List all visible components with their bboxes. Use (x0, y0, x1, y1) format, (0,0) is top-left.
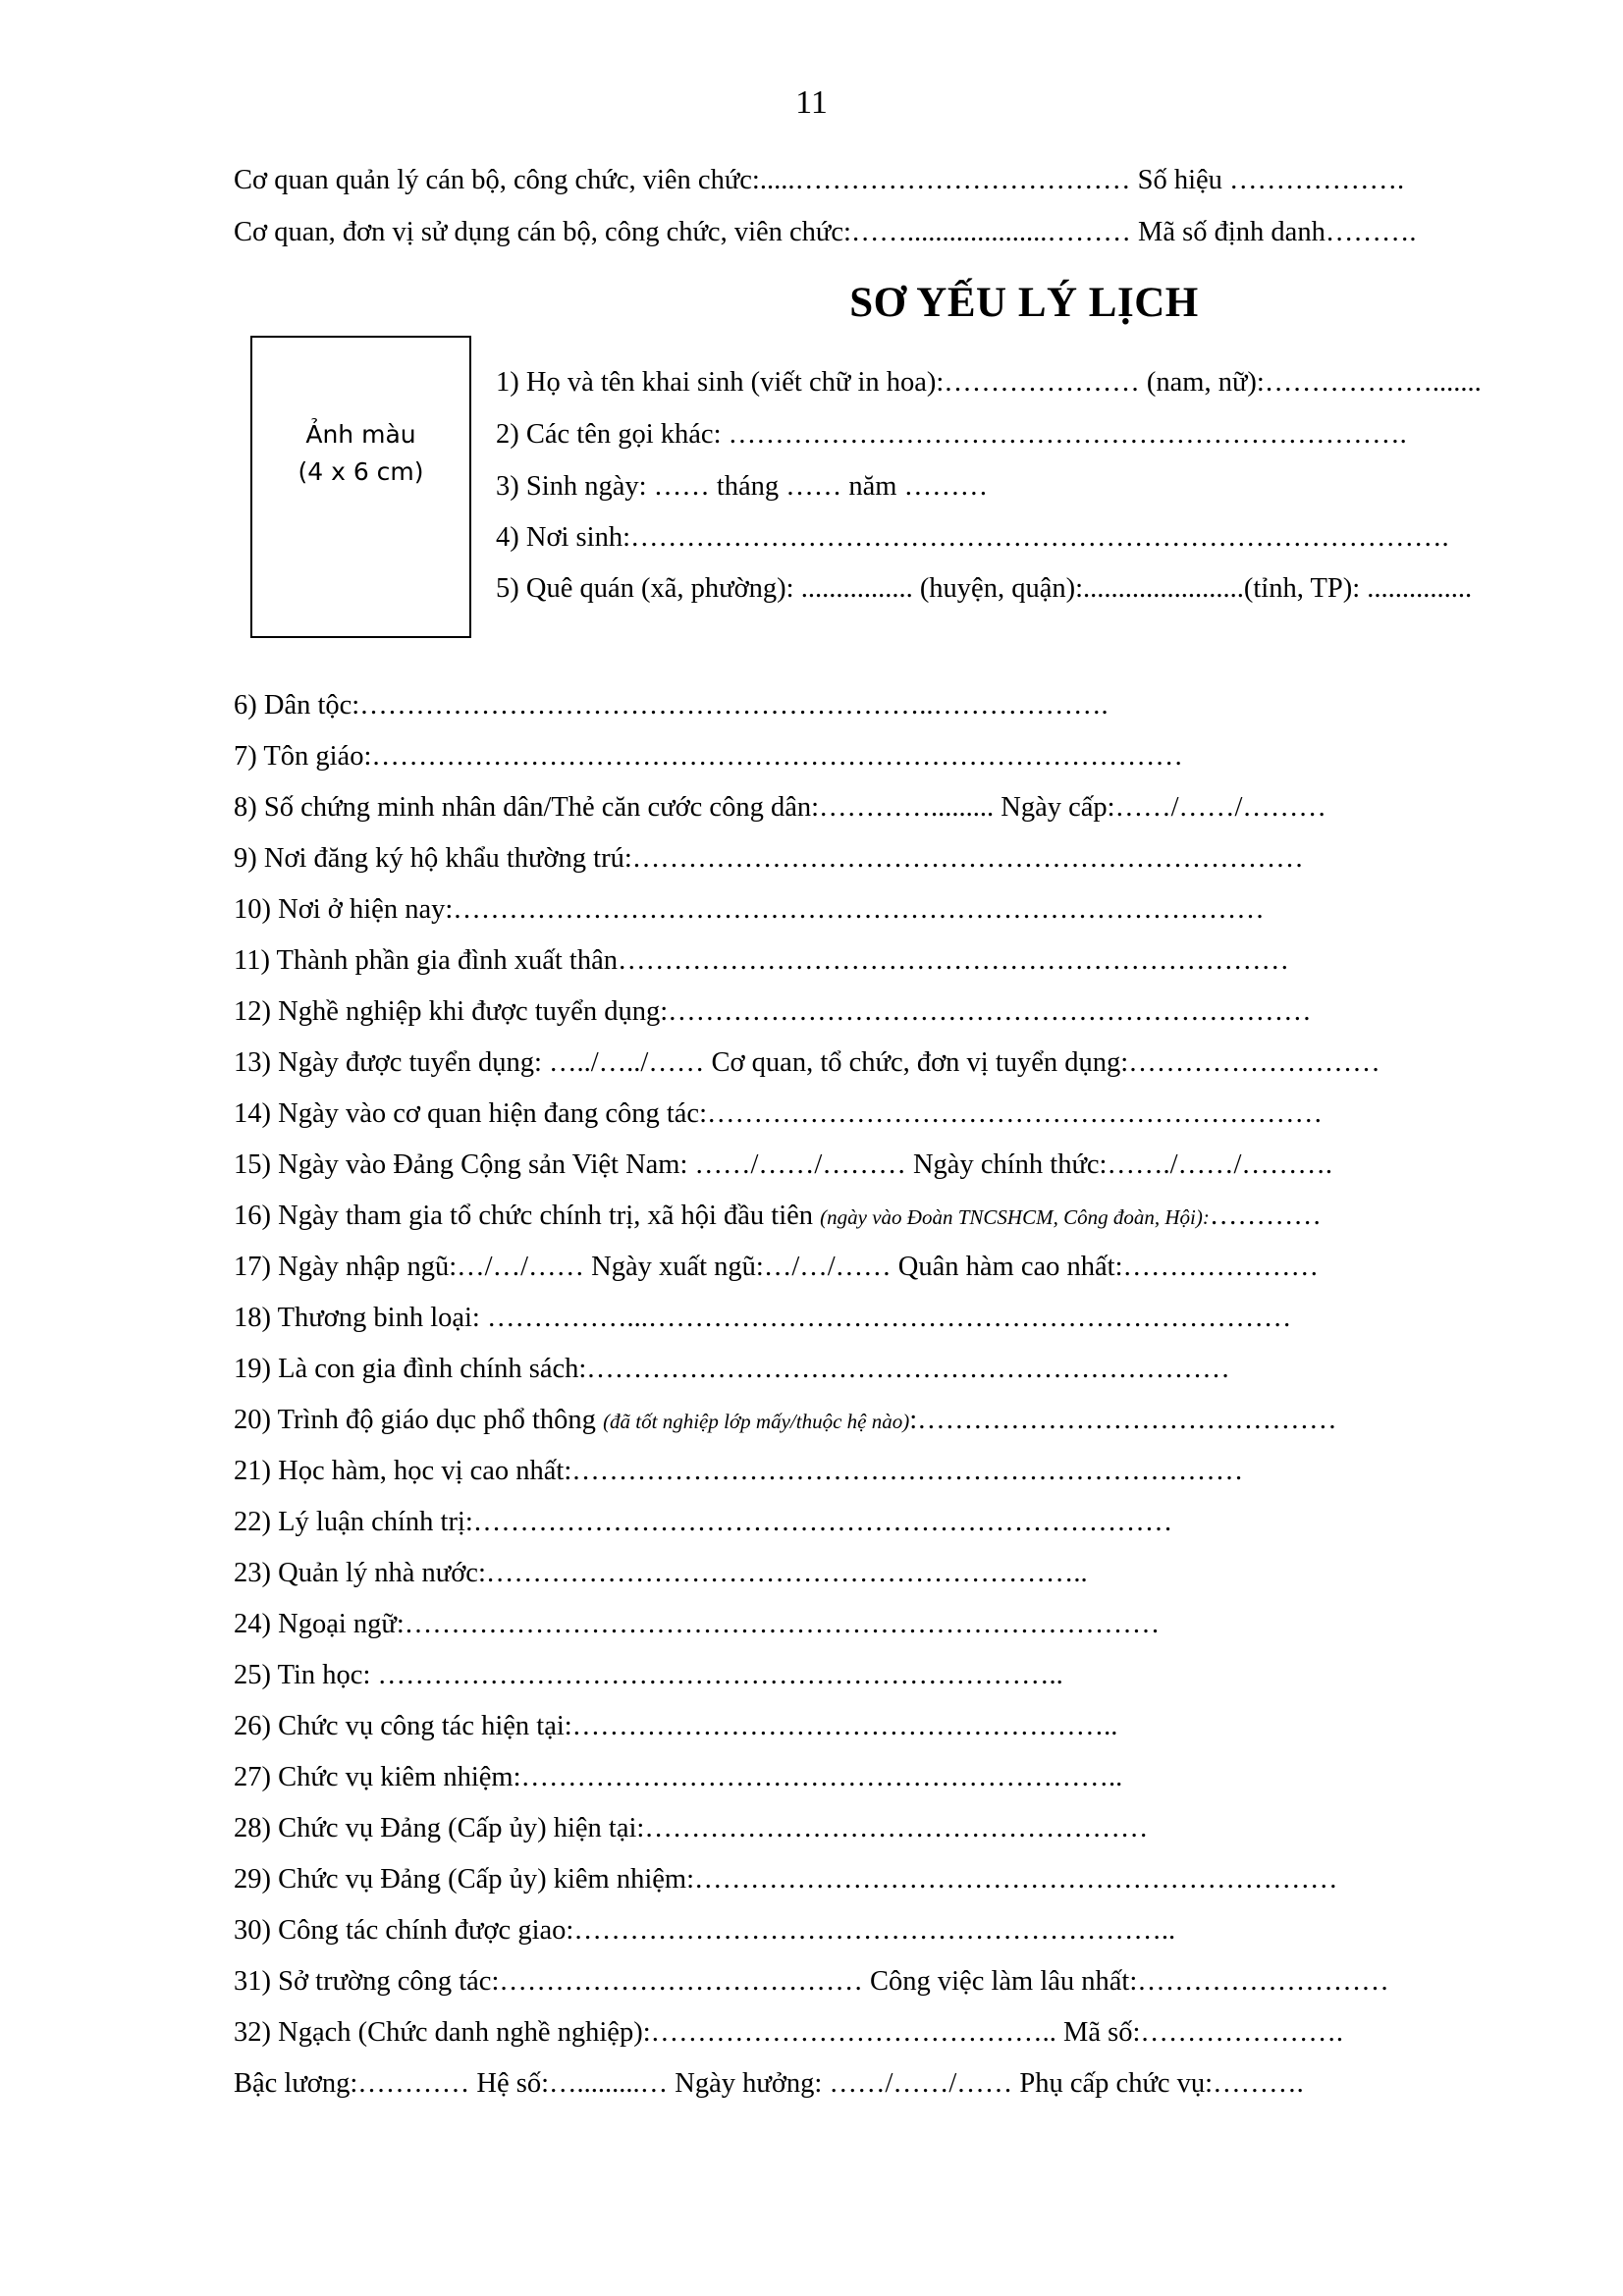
field-other-names: 2) Các tên gọi khác: ………………………………………………………………. (496, 419, 1407, 450)
photo-label: Ảnh màu (305, 420, 416, 449)
field-16-note: (ngày vào Đoàn TNCSHCM, Công đoàn, Hội): (820, 1205, 1210, 1229)
field-party-position: 28) Chức vụ Đảng (Cấp ủy) hiện tại:……………………………………………… (234, 1813, 1149, 1843)
employing-agency-line: Cơ quan, đơn vị sử dụng cán bộ, công chức, viên chức:……....................……… Mã số định danh………. (234, 217, 1417, 247)
page-number: 11 (795, 84, 828, 121)
field-16-dots: ………… (1209, 1201, 1322, 1231)
field-policy-family: 19) Là con gia đình chính sách:…………………………………………………………… (234, 1354, 1230, 1384)
field-foreign-language: 24) Ngoại ngữ:……………………………………………………………………… (234, 1609, 1161, 1639)
field-political-theory: 22) Lý luận chính trị:………………………………………………………………… (234, 1507, 1173, 1537)
field-20-note: (đã tốt nghiệp lớp mấy/thuộc hệ nào) (603, 1410, 910, 1433)
field-general-education (234, 1403, 1337, 1439)
field-ethnicity: 6) Dân tộc:……………………………………………………..………………. (234, 690, 1109, 721)
field-registered-residence: 9) Nơi đăng ký hộ khẩu thường trú:……………………………………………………………… (234, 843, 1304, 874)
field-family-background: 11) Thành phần gia đình xuất thân……………………………………………………………… (234, 945, 1289, 976)
field-id-number: 8) Số chứng minh nhân dân/Thẻ căn cước công dân:…………......... Ngày cấp:……/……/……… (234, 792, 1326, 823)
field-16-label: 16) Ngày tham gia tổ chức chính trị, xã hội đầu tiên (234, 1201, 821, 1231)
field-recruitment-date: 13) Ngày được tuyển dụng: …../…../…… Cơ quan, tổ chức, đơn vị tuyển dụng:……………………… (234, 1047, 1380, 1078)
field-it-skills: 25) Tin học: ……………………………………………………………….. (234, 1660, 1063, 1690)
field-birth-date: 3) Sinh ngày: …… tháng …… năm ……… (496, 471, 989, 502)
photo-size-label: (4 x 6 cm) (298, 457, 424, 486)
field-20-label: 20) Trình độ giáo dục phổ thông (234, 1405, 604, 1435)
field-concurrent-position: 27) Chức vụ kiêm nhiệm:……………………………………………………….. (234, 1762, 1123, 1792)
field-full-name: 1) Họ và tên khai sinh (viết chữ in hoa):………………… (nam, nữ):………………....... (496, 367, 1482, 398)
field-current-address: 10) Nơi ở hiện nay:…………………………………………………………………………… (234, 894, 1265, 925)
document-title: SƠ YẾU LÝ LỊCH (849, 280, 1199, 326)
field-state-management: 23) Quản lý nhà nước:……………………………………………………….. (234, 1558, 1088, 1588)
photo-placeholder-box (250, 336, 471, 638)
field-military-service: 17) Ngày nhập ngũ:…/…/…… Ngày xuất ngũ:…/…/…… Quân hàm cao nhất:………………… (234, 1252, 1320, 1282)
field-occupation-at-recruitment: 12) Nghề nghiệp khi được tuyển dụng:…………………………………………………………… (234, 996, 1312, 1027)
field-20-dots: :……………………………………… (909, 1405, 1337, 1435)
field-academic-degree: 21) Học hàm, học vị cao nhất:……………………………………………………………… (234, 1456, 1244, 1486)
field-main-assignment: 30) Công tác chính được giao:……………………………………………………….. (234, 1915, 1176, 1946)
field-civil-service-rank: 32) Ngạch (Chức danh nghề nghiệp):…………………………………….. Mã số:…………………. (234, 2017, 1343, 2048)
field-birth-place: 4) Nơi sinh:……………………………………………………………………………. (496, 522, 1449, 553)
field-work-strengths: 31) Sở trường công tác:………………………………… Công việc làm lâu nhất:……………………… (234, 1966, 1389, 1997)
field-religion: 7) Tôn giáo:…………………………………………………………………………… (234, 741, 1183, 772)
field-current-position: 26) Chức vụ công tác hiện tại:………………………………………………….. (234, 1711, 1118, 1741)
field-war-invalid: 18) Thương binh loại: ……………...…………………………………………………………… (234, 1303, 1292, 1333)
field-party-concurrent-position: 29) Chức vụ Đảng (Cấp ủy) kiêm nhiệm:…………………………………………………………… (234, 1864, 1338, 1895)
field-agency-join-date: 14) Ngày vào cơ quan hiện đang công tác:………………………………………………………… (234, 1098, 1323, 1129)
field-salary-grade: Bậc lương:………… Hệ số:….........… Ngày hưởng: ……/……/…… Phụ cấp chức vụ:………. (234, 2068, 1304, 2099)
managing-agency-line: Cơ quan quản lý cán bộ, công chức, viên chức:.....……………………………… Số hiệu ………………. (234, 165, 1405, 195)
field-hometown: 5) Quê quán (xã, phường): ................ (huyện, quận):.......................(tỉnh, TP): ............... (496, 573, 1473, 604)
field-first-organization-date (234, 1199, 1322, 1235)
field-party-join-date: 15) Ngày vào Đảng Cộng sản Việt Nam: ……/……/……… Ngày chính thức:……./……/………. (234, 1149, 1333, 1180)
